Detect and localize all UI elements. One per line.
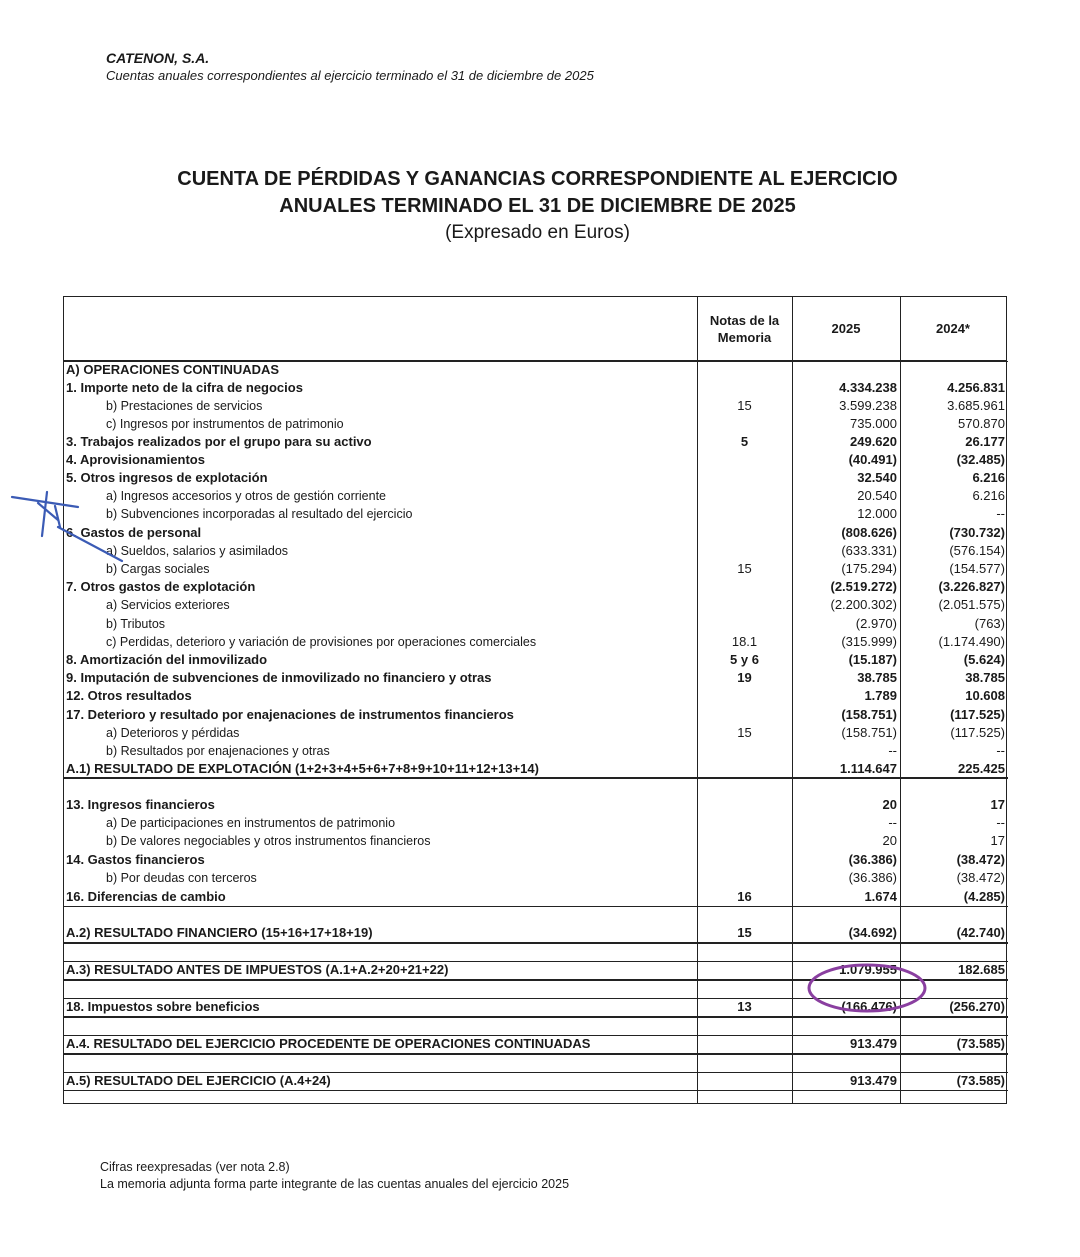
row-value-2025: (34.692) (848, 925, 897, 940)
row-value-2024: 182.685 (958, 962, 1005, 977)
row-value-2025: (808.626) (841, 525, 897, 540)
row-value-2025: (2.200.302) (830, 597, 897, 612)
row-label: b) De valores negociables y otros instrumentos financieros (106, 834, 431, 848)
row-value-2024: (576.154) (949, 543, 1005, 558)
row-note: 16 (737, 889, 752, 904)
row-label: 12. Otros resultados (66, 688, 192, 703)
row-label: 7. Otros gastos de explotación (66, 579, 256, 594)
row-value-2024: 570.870 (958, 416, 1005, 431)
row-note: 15 (737, 925, 752, 940)
row-value-2024: 17 (990, 833, 1005, 848)
row-label: 16. Diferencias de cambio (66, 889, 226, 904)
row-value-2024: 10.608 (965, 688, 1005, 703)
row-value-2025: (2.970) (855, 616, 897, 631)
row-value-2025: (315.999) (841, 634, 897, 649)
row-value-2024: 4.256.831 (947, 380, 1005, 395)
row-value-2025: 249.620 (850, 434, 897, 449)
row-value-2025: (633.331) (841, 543, 897, 558)
row-value-2025: (40.491) (848, 452, 897, 467)
row-value-2024: -- (996, 815, 1005, 830)
row-value-2024: (38.472) (956, 852, 1005, 867)
row-value-2025: (158.751) (841, 707, 897, 722)
row-label: a) Deterioros y pérdidas (106, 726, 240, 740)
row-value-2024: (730.732) (949, 525, 1005, 540)
row-label: b) Tributos (106, 617, 166, 631)
row-label: A) OPERACIONES CONTINUADAS (66, 362, 280, 377)
currency-note: (Expresado en Euros) (445, 222, 630, 243)
row-value-2025: 3.599.238 (839, 398, 897, 413)
row-value-2024: (38.472) (956, 870, 1005, 885)
row-label: b) Resultados por enajenaciones y otras (106, 744, 330, 758)
footnote-memoria: La memoria adjunta forma parte integrante de las cuentas anuales del ejercicio 2025 (100, 1177, 570, 1191)
row-label: A.2) RESULTADO FINANCIERO (15+16+17+18+19) (66, 925, 373, 940)
header-2025: 2025 (831, 321, 861, 336)
row-value-2025: -- (888, 743, 897, 758)
row-value-2024: (73.585) (956, 1036, 1005, 1051)
row-label: 8. Amortización del inmovilizado (66, 652, 268, 667)
row-label: c) Perdidas, deterioro y variación de provisiones por operaciones comerciales (106, 635, 537, 649)
row-value-2024: 17 (990, 797, 1005, 812)
row-value-2025: (36.386) (848, 852, 897, 867)
row-note: 15 (737, 725, 752, 740)
row-value-2024: (73.585) (956, 1073, 1005, 1088)
header-notes: Notas de la Memoria (709, 312, 780, 345)
row-note: 18.1 (731, 634, 758, 649)
row-value-2025: 913.479 (850, 1036, 897, 1051)
row-label: a) De participaciones en instrumentos de patrimonio (106, 816, 396, 830)
row-label: A.1) RESULTADO DE EXPLOTACIÓN (1+2+3+4+5+6+7+8+9+10+11+12+13+14) (66, 761, 539, 776)
row-note: 5 y 6 (730, 652, 759, 667)
row-value-2025: 4.334.238 (839, 380, 897, 395)
row-label: 3. Trabajos realizados por el grupo para su activo (66, 434, 372, 449)
row-value-2024: (117.525) (950, 725, 1005, 740)
row-value-2024: (763) (974, 616, 1005, 631)
row-value-2025: 913.479 (850, 1073, 897, 1088)
row-value-2025: 1.789 (864, 688, 897, 703)
row-label: A.3) RESULTADO ANTES DE IMPUESTOS (A.1+A.2+20+21+22) (66, 962, 449, 977)
row-value-2024: (32.485) (956, 452, 1005, 467)
row-value-2025: 1.674 (864, 889, 897, 904)
row-value-2025: 1.079.955 (839, 962, 897, 977)
row-label: 18. Impuestos sobre beneficios (66, 999, 260, 1014)
row-label: b) Subvenciones incorporadas al resultado del ejercicio (106, 507, 413, 521)
row-label: b) Por deudas con terceros (106, 871, 257, 885)
row-label: a) Servicios exteriores (106, 598, 230, 612)
page-title-line-2: ANUALES TERMINADO EL 31 DE DICIEMBRE DE 2025 (279, 195, 796, 217)
footnote-restated: Cifras reexpresadas (ver nota 2.8) (100, 1160, 290, 1174)
row-value-2025: 20.540 (857, 488, 897, 503)
row-value-2024: (2.051.575) (938, 597, 1005, 612)
row-value-2025: 1.114.647 (839, 761, 897, 776)
row-value-2025: (36.386) (848, 870, 897, 885)
row-value-2025: (175.294) (841, 561, 897, 576)
row-note: 13 (737, 999, 752, 1014)
row-label: A.4. RESULTADO DEL EJERCICIO PROCEDENTE DE OPERACIONES CONTINUADAS (66, 1036, 591, 1051)
row-value-2024: 38.785 (965, 670, 1005, 685)
row-value-2024: (5.624) (963, 652, 1005, 667)
row-value-2024: -- (996, 743, 1005, 758)
row-value-2025: 20 (882, 797, 897, 812)
header-2024: 2024* (936, 321, 970, 336)
row-label: a) Sueldos, salarios y asimilados (106, 544, 289, 558)
row-label: 5. Otros ingresos de explotación (66, 470, 268, 485)
company-name: CATENON, S.A. (106, 50, 210, 66)
row-label: 4. Aprovisionamientos (66, 452, 205, 467)
row-label: 9. Imputación de subvenciones de inmovilizado no financiero y otras (66, 670, 492, 685)
row-value-2024: (4.285) (963, 889, 1005, 904)
row-value-2024: -- (996, 506, 1005, 521)
row-value-2025: (166.476) (841, 999, 897, 1014)
row-note: 19 (737, 670, 752, 685)
page-title-line-1: CUENTA DE PÉRDIDAS Y GANANCIAS CORRESPONDIENTE AL EJERCICIO (177, 168, 898, 190)
row-value-2024: (3.226.827) (938, 579, 1005, 594)
row-label: 6. Gastos de personal (66, 525, 202, 540)
row-label: c) Ingresos por instrumentos de patrimonio (106, 417, 344, 431)
row-value-2024: 6.216 (972, 488, 1005, 503)
row-label: A.5) RESULTADO DEL EJERCICIO (A.4+24) (66, 1073, 331, 1088)
row-value-2024: (117.525) (950, 707, 1005, 722)
row-value-2024: (42.740) (956, 925, 1005, 940)
row-label: 14. Gastos financieros (66, 852, 205, 867)
row-note: 15 (737, 561, 752, 576)
row-label: 13. Ingresos financieros (66, 797, 215, 812)
row-value-2024: (1.174.490) (938, 634, 1005, 649)
row-value-2025: -- (888, 815, 897, 830)
row-value-2025: (15.187) (848, 652, 897, 667)
row-label: 17. Deterioro y resultado por enajenaciones de instrumentos financieros (66, 707, 514, 722)
row-value-2025: (158.751) (841, 725, 897, 740)
row-value-2024: 26.177 (965, 434, 1005, 449)
row-note: 15 (737, 398, 752, 413)
row-label: a) Ingresos accesorios y otros de gestión corriente (106, 489, 386, 503)
row-label: b) Prestaciones de servicios (106, 399, 263, 413)
row-value-2024: 225.425 (958, 761, 1005, 776)
row-value-2025: 20 (882, 833, 897, 848)
row-value-2024: (256.270) (949, 999, 1005, 1014)
row-value-2024: 3.685.961 (947, 398, 1005, 413)
row-note: 5 (740, 434, 749, 449)
row-value-2024: 6.216 (972, 470, 1005, 485)
row-value-2025: 38.785 (857, 670, 897, 685)
row-value-2025: (2.519.272) (830, 579, 897, 594)
row-label: b) Cargas sociales (106, 562, 210, 576)
row-label: 1. Importe neto de la cifra de negocios (66, 380, 303, 395)
row-value-2025: 735.000 (850, 416, 897, 431)
document-subtitle: Cuentas anuales correspondientes al ejercicio terminado el 31 de diciembre de 2025 (106, 68, 594, 83)
row-value-2025: 32.540 (857, 470, 897, 485)
row-value-2025: 12.000 (857, 506, 897, 521)
row-value-2024: (154.577) (949, 561, 1005, 576)
